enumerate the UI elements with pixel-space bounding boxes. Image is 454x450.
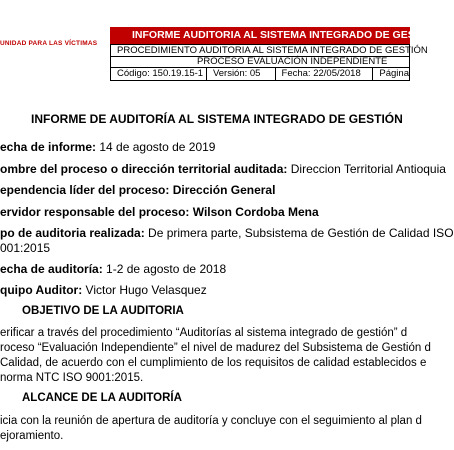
audit-type-label: po de auditoria realizada:: [0, 226, 145, 240]
document-version: Versión: 05: [207, 68, 276, 80]
report-banner: INFORME AUDITORIA AL SISTEMA INTEGRADO DE GESTIÓN: [110, 27, 410, 44]
process-name-value: Direccion Territorial Antioquia: [287, 162, 446, 176]
lead-dependency-label: ependencia líder del proceso: Dirección General: [0, 183, 276, 197]
audit-date-label: echa de auditoría:: [0, 262, 103, 276]
audit-date-field: [0, 262, 226, 277]
audit-team-label: quipo Auditor:: [0, 283, 83, 297]
process-row: PROCESO EVALUACIÓN INDEPENDIENTE: [110, 57, 410, 68]
lead-dependency-field: [0, 183, 275, 198]
procedure-row: PROCEDIMIENTO AUDITORIA AL SISTEMA INTEGRADO DE GESTIÓN: [110, 44, 410, 57]
report-date-value: 14 de agosto de 2019: [96, 140, 216, 154]
document-date: Fecha: 22/05/2018: [276, 68, 374, 80]
process-name-label: ombre del proceso o dirección territorial auditada:: [0, 162, 288, 176]
scope-line-1: icia con la reunión de apertura de auditoría y concluye con el seguimiento al plan d: [0, 415, 422, 427]
audit-type-field: [0, 226, 454, 241]
report-date-label: echa de informe:: [0, 140, 97, 154]
objective-line-2: roceso “Evaluación Independiente” el nivel de madurez del Subsistema de Gestión d: [0, 342, 431, 354]
objective-line-1: erificar a través del procedimiento “Auditorías al sistema integrado de gestión” d: [0, 327, 408, 339]
page-title: INFORME DE AUDITORÍA AL SISTEMA INTEGRADO DE GESTIÓN: [31, 112, 403, 126]
audit-type-value: De primera parte, Subsistema de Gestión de Calidad ISO: [144, 226, 454, 240]
objective-line-4: norma NTC ISO 9001:2015.: [0, 372, 144, 384]
logo-text: UNIDAD PARA LAS VÍCTIMAS: [0, 40, 98, 47]
audit-team-field: [0, 283, 207, 298]
audit-date-value: 1-2 de agosto de 2018: [102, 262, 227, 276]
audit-type-continuation: 001:2015: [0, 241, 51, 255]
objective-heading: OBJETIVO DE LA AUDITORIA: [22, 305, 184, 317]
document-code: Código: 150.19.15-1: [111, 68, 207, 80]
document-meta-row: [110, 68, 410, 81]
responsible-server-field: [0, 205, 319, 220]
report-date-field: [0, 140, 215, 155]
scope-line-2: ejoramiento.: [0, 430, 64, 442]
responsible-server-label: ervidor responsable del proceso: Wilson Cordoba Mena: [0, 205, 319, 219]
objective-line-3: Calidad, de acuerdo con el cumplimiento de los requisitos de calidad establecidos e: [0, 357, 427, 369]
document-page: Página: [379, 68, 409, 79]
scope-heading: ALCANCE DE LA AUDITORÍA: [22, 392, 182, 404]
process-name-field: [0, 162, 446, 177]
audit-team-value: Victor Hugo Velasquez: [82, 283, 207, 297]
